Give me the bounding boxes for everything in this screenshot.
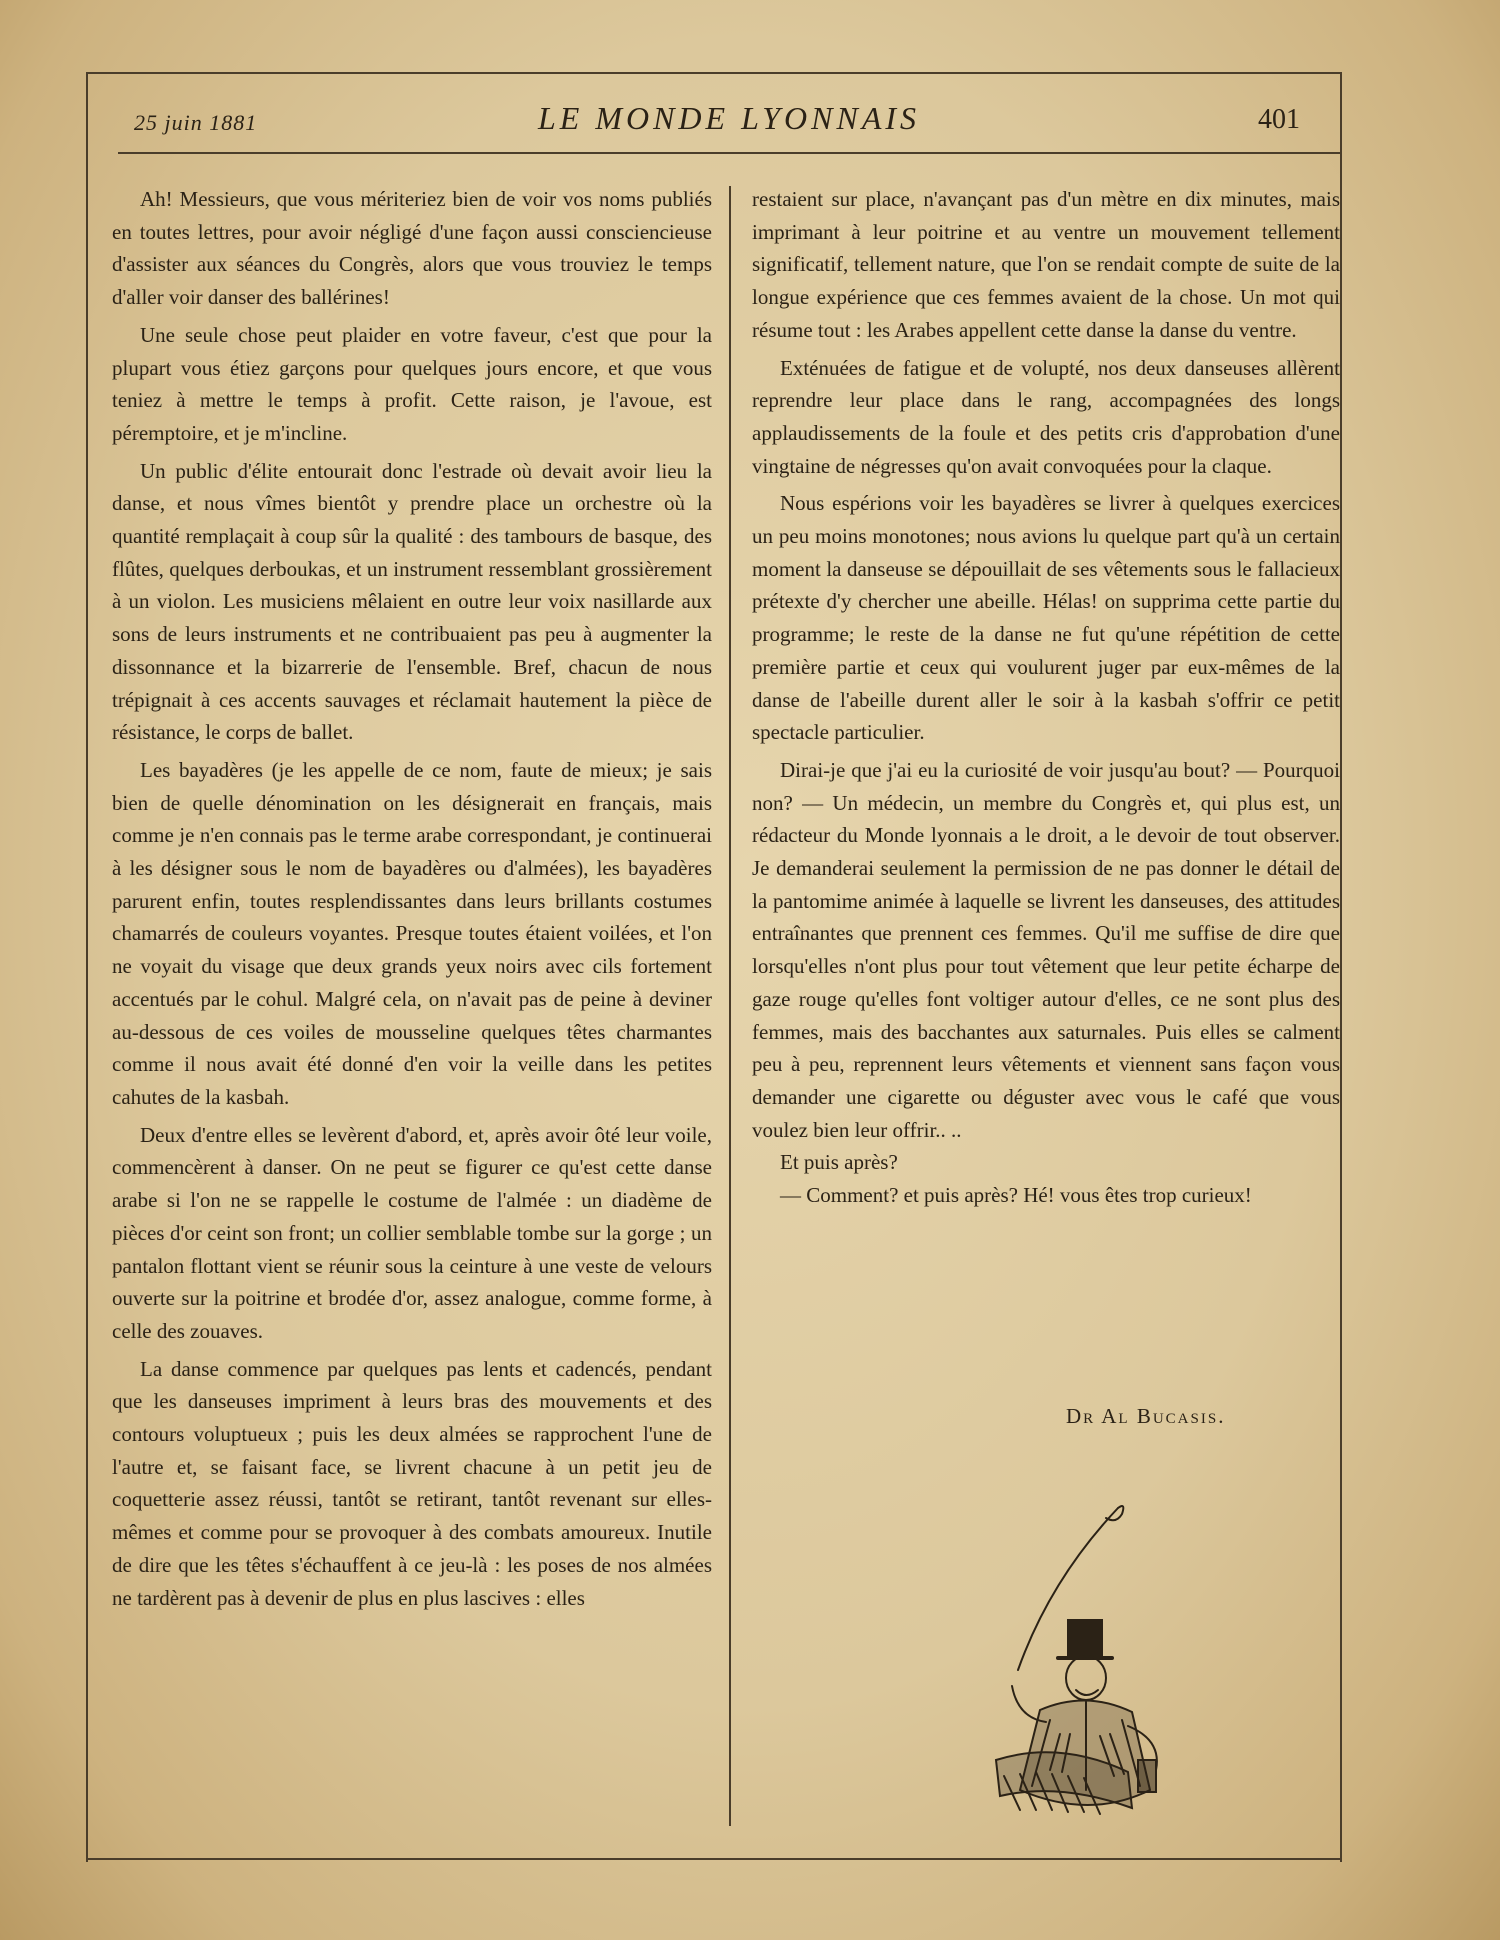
page-frame-bottom-rule (86, 1858, 1340, 1860)
issue-date: 25 juin 1881 (134, 110, 258, 135)
paragraph: Un public d'élite entourait donc l'estrade où devait avoir lieu la danse, et nous vîmes bientôt y prendre place un orchestre où la quantité remplaçait à coup sûr la qualité : des tambours de basque, des flûtes, quelques derboukas, et un instrument ressemblant grossièrement à un violon. Les musiciens mêlaient en outre leur voix nasillarde aux sons de leurs instruments et ne contribuaient pas peu à augmenter la dissonnance et la bizarrerie de l'ensemble. Bref, chacun de nous trépignait à ces accents sauvages et réclamait hautement la pièce de résistance, le corps de ballet. (112, 458, 712, 745)
page-header (118, 96, 1340, 140)
paragraph: La danse commence par quelques pas lents et cadencés, pendant que les danseuses impriment à leurs bras des mouvements et des contours voluptueux ; puis les deux almées se rapprochent l'une de l'autre et, se faisant face, se livrent chacune à un petit jeu de coquetterie assez réussi, tantôt se retirant, tantôt revenant sur elles-mêmes et comme pour se provoquer à des combats amoureux. Inutile de dire que les têtes s'échauffent à ce jeu-là : les poses de nos almées ne tardèrent pas à devenir de plus en plus lascives : elles (112, 1356, 712, 1610)
paragraph: Dirai-je que j'ai eu la curiosité de voir jusqu'au bout? — Pourquoi non? — Un médecin, un membre du Congrès et, qui plus est, un rédacteur du Monde lyonnais a le droit, a le devoir de tout observer. Je demanderai seulement la permission de ne pas donner le détail de la pantomime animée à laquelle se livrent les danseuses, des attitudes entraînantes que prennent ces femmes. Qu'il me suffise de dire que lorsqu'elles n'ont plus pour tout vêtement que leur petite écharpe de gaze rouge qu'elles font voltiger autour d'elles, ce ne sont plus des femmes, mais des bacchantes aux saturnales. Puis elles se calment peu à peu, reprennent leurs vêtements et viennent sans façon vous demander une cigarette ou déguster avec vous le café que vous voulez bien leur offrir.. .. (752, 757, 1340, 1142)
newspaper-title: LE MONDE LYONNAIS (537, 100, 921, 136)
paragraph: Deux d'entre elles se levèrent d'abord, et, après avoir ôté leur voile, commencèrent à danser. On ne peut se figurer ce qu'est cette danse arabe si l'on ne se rappelle le costume de l'almée : un diadème de pièces d'or ceint son front; un collier semblable tombe sur la gorge ; un pantalon flottant vient se réunir sous la ceinture à une veste de velours ouverte sur la poitrine et brodée d'or, assez analogue, comme forme, à celle des zouaves. (112, 1122, 712, 1343)
paragraph: Et puis après? (780, 1150, 898, 1175)
page-number: 401 (1258, 104, 1300, 135)
paragraph: Les bayadères (je les appelle de ce nom, faute de mieux; je sais bien de quelle dénomination on les désignerait en français, mais comme je n'en connais pas le terme arabe correspondant, je continuerai à les désigner sous le nom de bayadères ou d'almées), les bayadères parurent enfin, toutes resplendissantes dans leurs brillants costumes chamarrés de couleurs voyantes. Presque toutes étaient voilées, et l'on ne voyait du visage que deux grands yeux noirs avec cils fortement accentués par le cohul. Malgré cela, on n'avait pas de peine à deviner au-dessous de ces voiles de mousseline quelques têtes charmantes comme il nous avait été donné d'en voir la veille dans les petites cahutes de la kasbah. (112, 757, 712, 1109)
paragraph: — Comment? et puis après? Hé! vous êtes trop curieux! (780, 1183, 1252, 1208)
gentleman-with-top-hat-and-whip-engraving-icon (900, 1490, 1200, 1830)
header-rule (118, 152, 1340, 154)
author-signature: Dr Al Bucasis. (1066, 1404, 1226, 1428)
column-divider (729, 186, 731, 1826)
paragraph: Ah! Messieurs, que vous mériteriez bien de voir vos noms publiés en toutes lettres, pour avoir négligé d'une façon aussi consciencieuse d'assister aux séances du Congrès, alors que vous trouviez le temps d'aller voir danser des ballérines! (112, 187, 712, 310)
paragraph: Exténuées de fatigue et de volupté, nos deux danseuses allèrent reprendre leur place dans le rang, accompagnées des longs applaudissements de la foule et des petits cris d'approbation d'une vingtaine de négresses qu'on avait convoquées pour la claque. (752, 355, 1340, 478)
paragraph: Nous espérions voir les bayadères se livrer à quelques exercices un peu moins monotones; nous avions lu quelque part qu'à un certain moment la danseuse se dépouillait de ses vêtements sous le fallacieux prétexte d'y chercher une abeille. Hélas! on supprima cette partie du programme; le reste de la danse ne fut qu'une répétition de cette première partie et ceux qui voulurent juger par eux-mêmes de la danse de l'abeille durent aller le soir à la kasbah s'offrir ce petit spectacle particulier. (752, 491, 1340, 745)
right-column (752, 183, 1340, 1212)
paragraph: Une seule chose peut plaider en votre faveur, c'est que pour la plupart vous étiez garçons pour quelques jours encore, et que vous teniez à mettre le temps à profit. Cette raison, je l'avoue, est péremptoire, et je m'incline. (112, 322, 712, 445)
left-column (112, 183, 712, 1614)
paragraph: restaient sur place, n'avançant pas d'un mètre en dix minutes, mais imprimant à leur poitrine et au ventre un mouvement tellement significatif, tellement nature, que l'on se rendait compte de suite de la longue expérience que ces femmes avaient de la chose. Un mot qui résume tout : les Arabes appellent cette danse la danse du ventre. (752, 187, 1340, 342)
